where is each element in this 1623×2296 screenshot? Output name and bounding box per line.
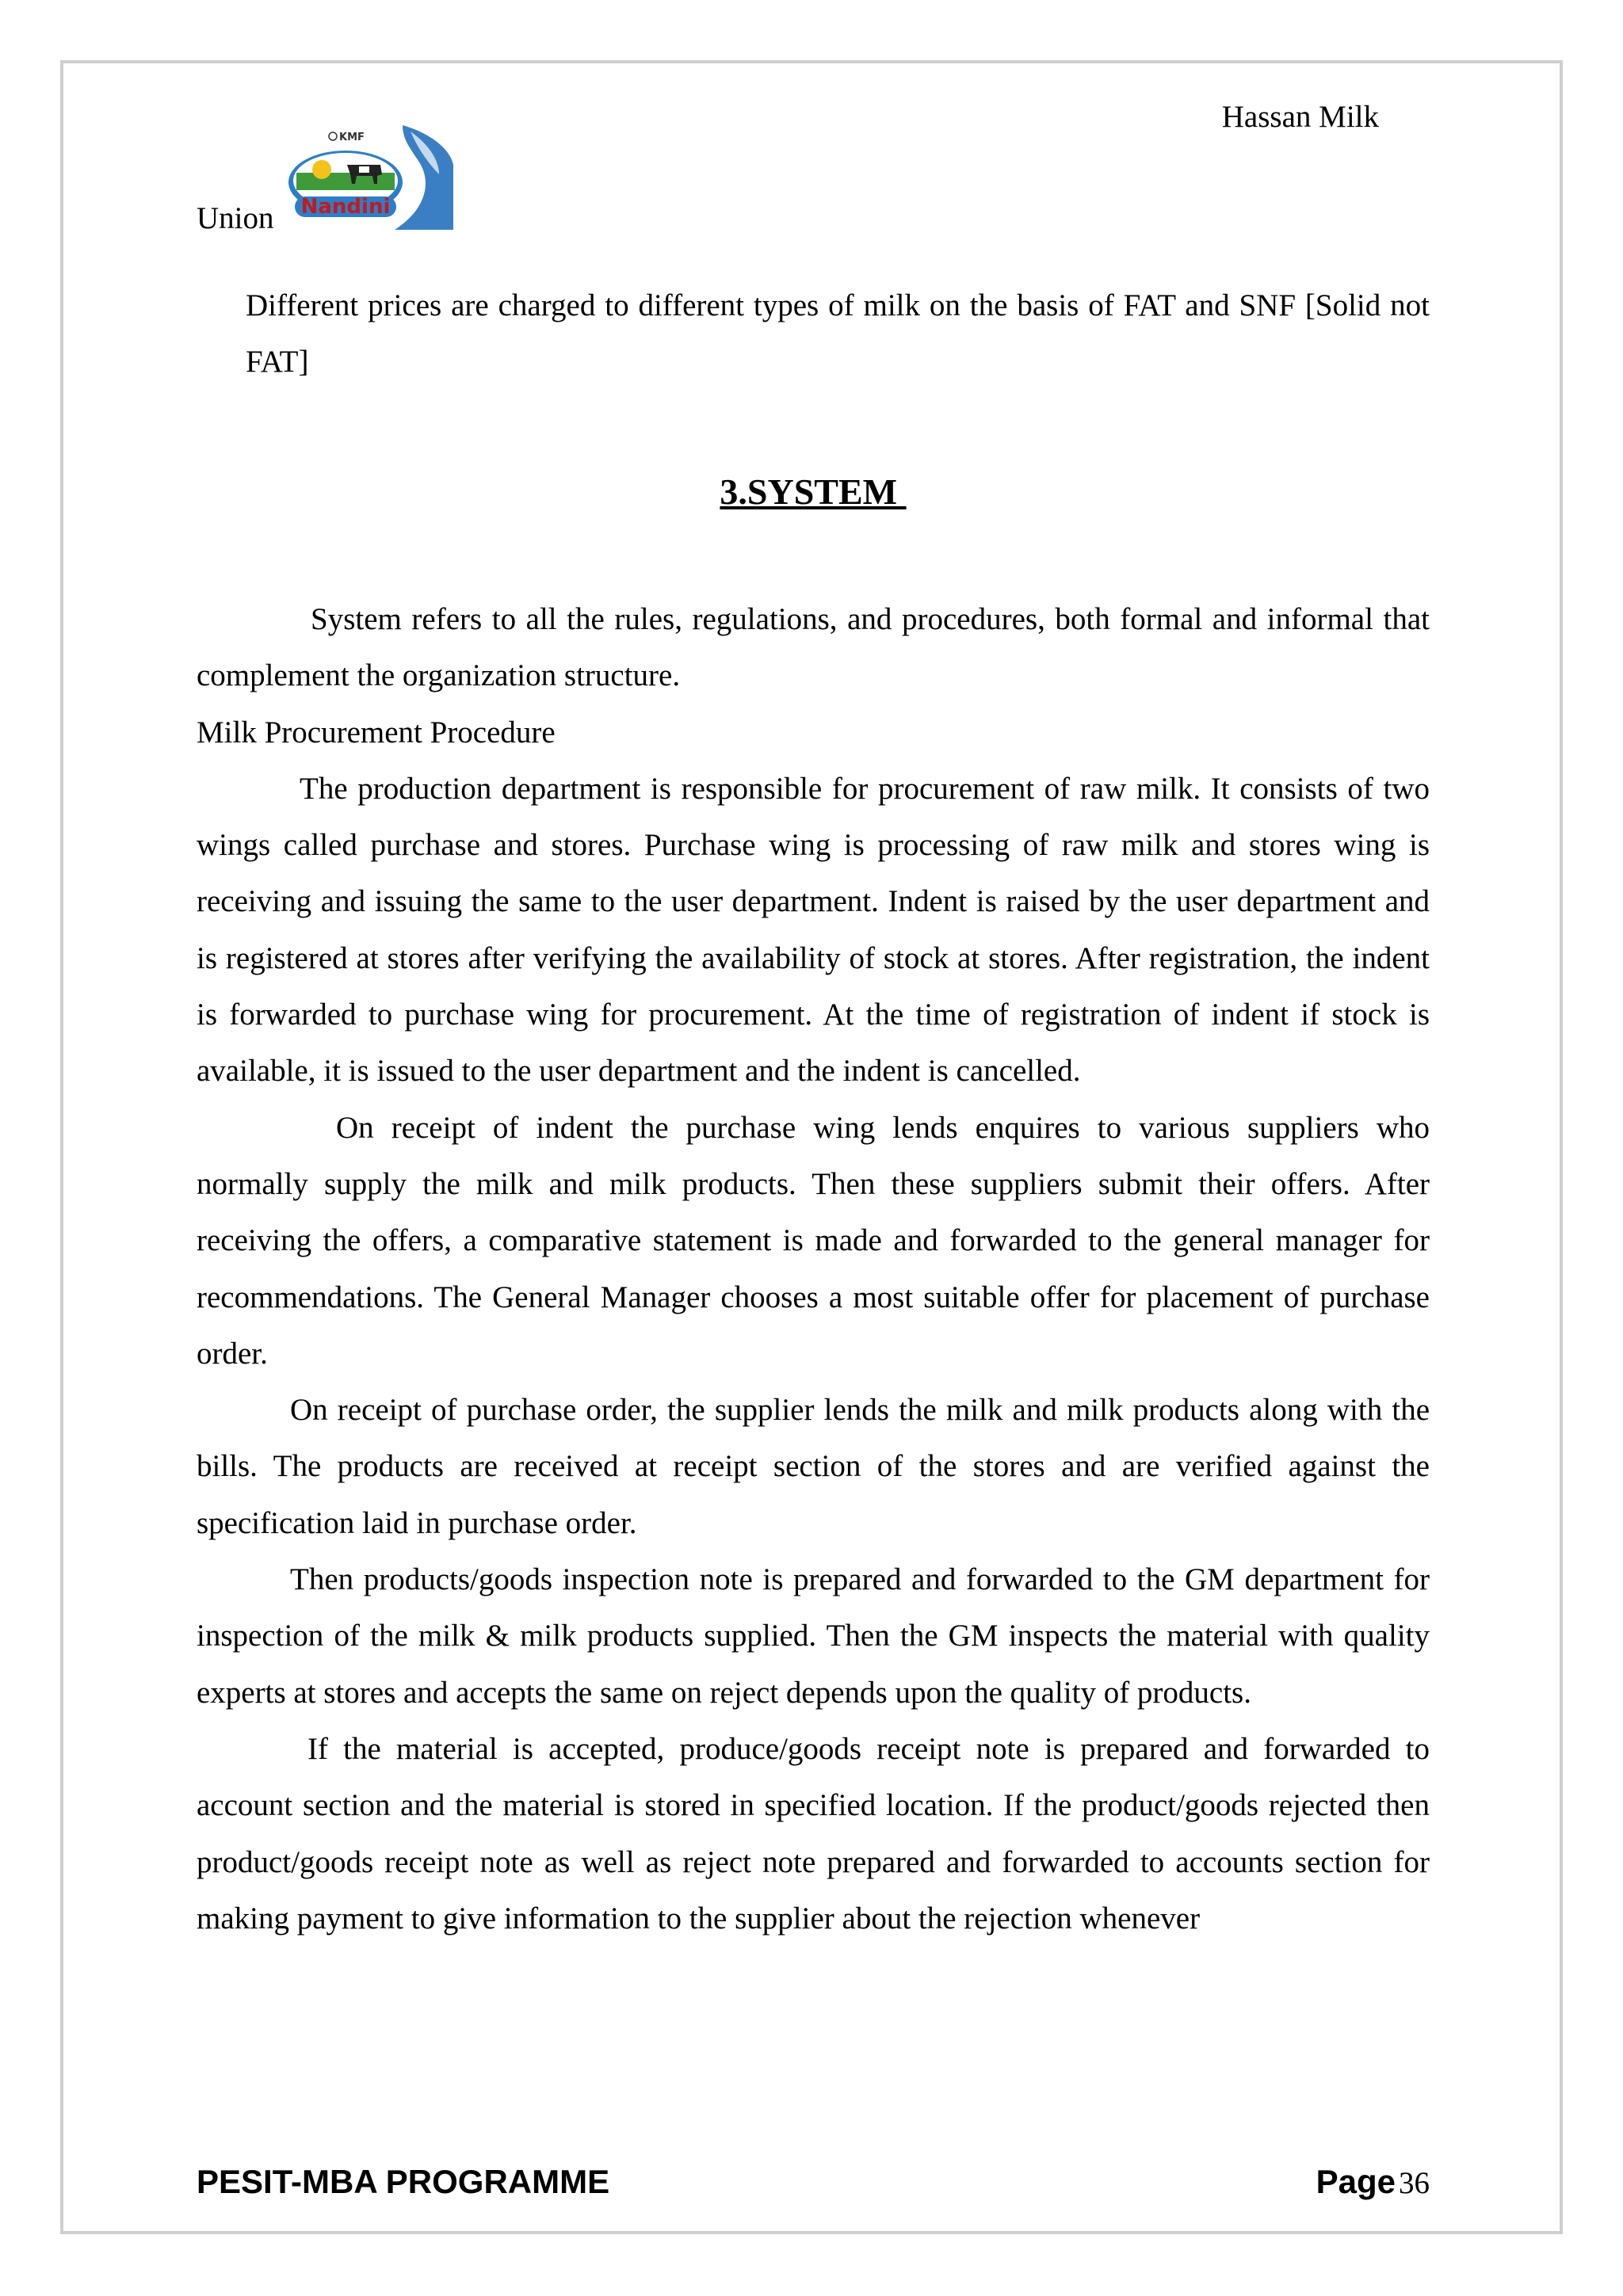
footer-page-number: 36 — [1399, 2166, 1430, 2200]
page-footer — [197, 2158, 1430, 2206]
document-content — [197, 277, 1430, 1947]
footer-programme-label: PESIT-MBA PROGRAMME — [197, 2163, 610, 2200]
logo-brand-text: Nandini — [300, 195, 391, 219]
paragraph-production-department: The production department is responsible for procurement of raw milk. It consists of two wings called purchase and stores. Purchase wing is processing of raw milk and stores wing is receiving and issuing the same to the user department. Indent is raised by the user department and is registered at stores after verifying the availability of stock at stores. After registration, the indent is forwarded to purchase wing for procurement. At the time of registration of indent if stock is available, it is issued to the user department and the indent is cancelled. — [197, 771, 1430, 1089]
paragraph-system-definition: System refers to all the rules, regulations, and procedures, both formal and informal that complement the organization structure. — [197, 602, 1430, 693]
footer-page-label: Page — [1316, 2163, 1396, 2200]
paragraph-inspection: Then products/goods inspection note is prepared and forwarded to the GM department for inspection of the milk & milk products supplied. Then the GM inspects the material with quality experts at stores and accepts the same on reject depends upon the quality of products. — [197, 1562, 1430, 1710]
paragraph-acceptance: If the material is accepted, produce/goods receipt note is prepared and forwarded to account section and the material is stored in specified location. If the product/goods rejected then product/goods receipt note as well as reject note prepared and forwarded to accounts section for making payment to give information to the supplier about the rejection whenever — [197, 1731, 1430, 1936]
logo-kmf-text: KMF — [339, 132, 365, 143]
footer-page-indicator — [1316, 2158, 1430, 2214]
header-title-right: Hassan Milk — [1221, 100, 1379, 134]
paragraph-purchase-order: On receipt of purchase order, the supplier lends the milk and milk products along with the bills. The products are received at receipt section of the stores and are verified against the specification laid in purchase order. — [197, 1393, 1430, 1540]
intro-paragraph: Different prices are charged to different types of milk on the basis of FAT and SNF [Solid not FAT] — [246, 288, 1430, 379]
nandini-kmf-logo-icon — [284, 125, 453, 230]
paragraph-indent-receipt: On receipt of indent the purchase wing lends enquires to various suppliers who normally supply the milk and milk products. Then these suppliers submit their offers. After receiving the offers, a comparative statement is made and forwarded to the general manager for recommendations. The General Manager chooses a most suitable offer for placement of purchase order. — [197, 1110, 1430, 1371]
header-title-left: Union — [197, 201, 274, 235]
sub-heading-milk-procurement: Milk Procurement Procedure — [197, 715, 556, 749]
body-text — [197, 591, 1430, 1947]
section-title: 3.SYSTEM — [720, 471, 907, 512]
